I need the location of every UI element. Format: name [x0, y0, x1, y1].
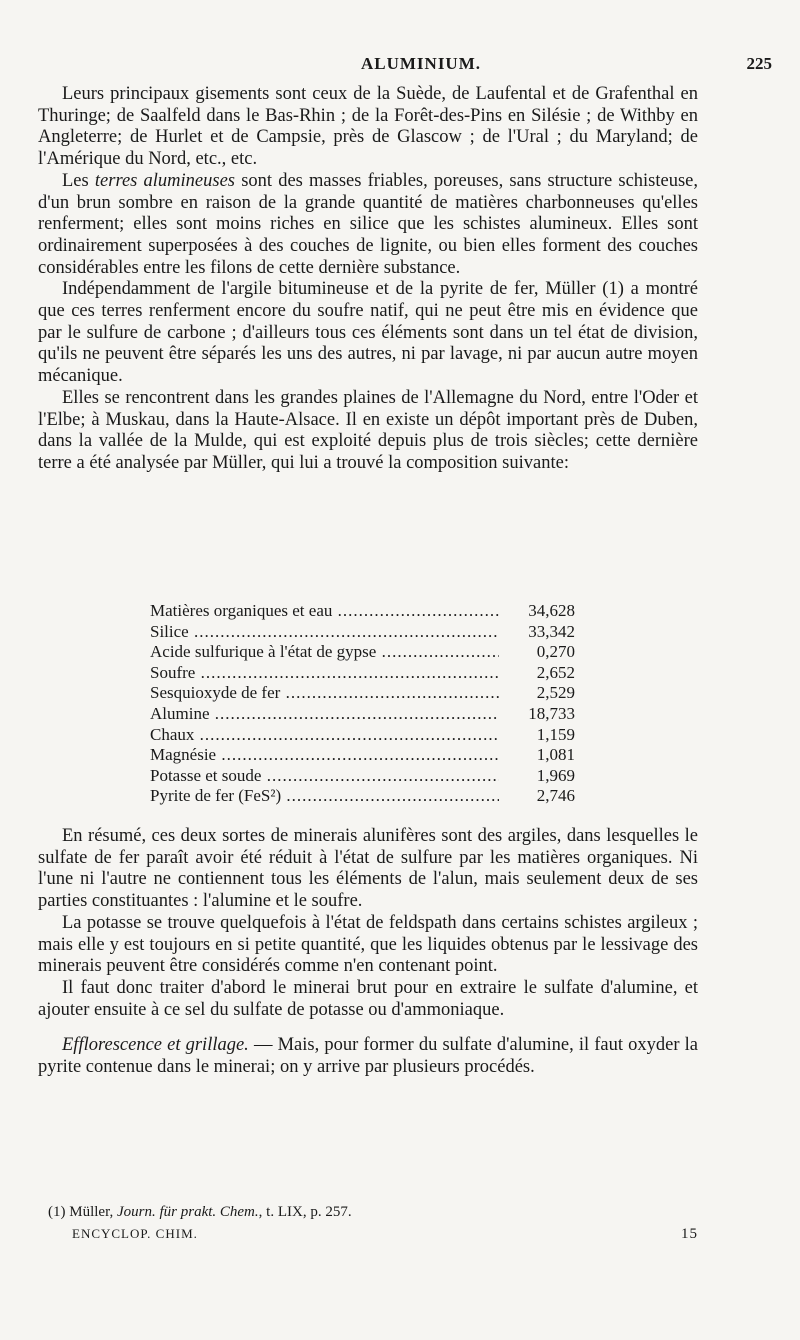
paragraph [38, 84, 698, 171]
row-label: Chaux ..... [150, 725, 499, 746]
paragraph-text: Indépendamment de l'argile bitumineuse et de la pyrite de fer, Müller (1) a montré que ces terres renferment encore du soufre natif, qui ne peut être mis en évidence que par le sulfure de carbone ; d'ailleurs tous ces éléments sont dans un tel état de division, qu'ils ne peuvent être séparés les uns des autres, ni par lavage, ni par aucun autre moyen mécanique. [38, 279, 698, 387]
row-value: 18,733 [528, 703, 575, 723]
row-label: Potasse et soude ..... [150, 766, 499, 787]
row-value: 1,081 [536, 745, 575, 765]
composition-table [150, 601, 575, 807]
table-row [150, 622, 575, 643]
row-label: Magnésie ..... [150, 745, 499, 766]
paragraph-text: En résumé, ces deux sortes de minerais alunifères sont des argiles, dans lesquelles le sulfate de fer paraît avoir été réduit à l'état de sulfure par les matières organiques. Ni l'une ni l'autre ne contiennent tous les éléments de l'alun, mais seulement deux de ses parties constituantes : l'alumine et le soufre. [38, 826, 698, 912]
emphasis-text: terres alumineuses [94, 170, 236, 191]
footnote-journal: Journ. für prakt. Chem. [116, 1204, 259, 1220]
row-value: 33,342 [528, 621, 575, 641]
paragraph [38, 978, 698, 1021]
page-number: 225 [746, 54, 772, 73]
table-row [150, 745, 575, 766]
paragraph [38, 913, 698, 978]
table-row [150, 704, 575, 725]
row-value: 1,159 [536, 724, 575, 744]
paragraph-text: Leurs principaux gisements sont ceux de la Suède, de Laufental et de Grafenthal en Thuringe; de Saalfeld dans le Bas-Rhin ; de la Forêt-des-Pins en Silésie ; de Withby en Angleterre; de Hurlet et de Campsie, près de Glascow ; de l'Ural ; du Maryland; de l'Amérique du Nord, etc., etc. [38, 84, 698, 170]
paragraph-text: Il faut donc traiter d'abord le minerai brut pour en extraire le sulfate d'alumine, et ajouter ensuite à ce sel du sulfate de potasse ou d'ammoniaque. [38, 977, 698, 1020]
paragraph [38, 171, 698, 280]
table-row [150, 663, 575, 684]
table-row [150, 683, 575, 704]
paragraph-text: La potasse se trouve quelquefois à l'état de feldspath dans certains schistes argileux ; mais elle y est toujours en si petite quantité, que les liquides obtenus par le lessivage des minerais peuvent être considérés comme n'en contenant point. [38, 912, 698, 977]
paragraph [38, 826, 698, 913]
table-row [150, 786, 575, 807]
paragraph [38, 388, 698, 475]
row-label: Pyrite de fer (FeS²) ..... [150, 786, 499, 807]
section-heading: Efflorescence et grillage. [62, 1035, 249, 1056]
row-value: 1,969 [536, 765, 575, 785]
table-row [150, 601, 575, 622]
row-label: Acide sulfurique à l'état de gypse ..... [150, 642, 499, 663]
row-label: Sesquioxyde de fer ..... [150, 683, 499, 704]
paragraph [38, 279, 698, 388]
footer-code: ENCYCLOP. CHIM. [72, 1226, 198, 1241]
footnote [48, 1203, 688, 1222]
paragraph-text: Les [62, 170, 95, 191]
paragraph-text: Elles se rencontrent dans les grandes plaines de l'Allemagne du Nord, entre l'Oder et l'Elbe; à Muskau, dans la Haute-Alsace. Il en existe un dépôt important près de Duben, dans la vallée de la Mulde, qui est exploité depuis plus de trois siècles; cette dernière terre a été analysée par Müller, qui lui a trouvé la composition suivante: [38, 387, 698, 473]
row-value: 34,628 [528, 601, 575, 620]
paragraph-text: — Mais, pour former du sulfate d'alumine, il faut oxyder la pyrite contenue dans le minerai; on y arrive par plusieurs procédés. [38, 1035, 698, 1078]
row-value: 2,652 [536, 662, 575, 682]
table-row [150, 642, 575, 663]
body-text-lower [38, 826, 698, 1079]
footnote-marker: (1) [48, 1204, 66, 1220]
body-text-upper [38, 84, 698, 475]
signature-mark: 15 [681, 1226, 698, 1242]
table-row [150, 766, 575, 787]
row-label: Soufre ..... [150, 663, 499, 684]
footnote-author: Müller, [65, 1204, 117, 1220]
running-title: ALUMINIUM. [360, 54, 482, 73]
row-value: 2,746 [536, 786, 575, 806]
row-value: 2,529 [536, 683, 575, 703]
footnote-reference: , t. LIX, p. 257. [258, 1204, 352, 1220]
row-label: Alumine ..... [150, 704, 499, 725]
row-label: Matières organiques et eau ..... [150, 601, 499, 622]
table-row [150, 725, 575, 746]
paragraph-text: sont des masses friables, poreuses, sans structure schisteuse, d'un brun sombre en raison de la grande quantité de matières charbonneuses qu'elles renferment; elles sont moins riches en silice que les schistes alumineux. Elles sont ordinairement superposées à des couches de lignite, ou bien elles forment des couches considérables entre les filons de cette dernière substance. [38, 170, 699, 278]
section-paragraph [38, 1035, 698, 1078]
row-value: 0,270 [536, 642, 575, 662]
page-header [62, 54, 780, 78]
row-label: Silice ..... [150, 622, 499, 643]
